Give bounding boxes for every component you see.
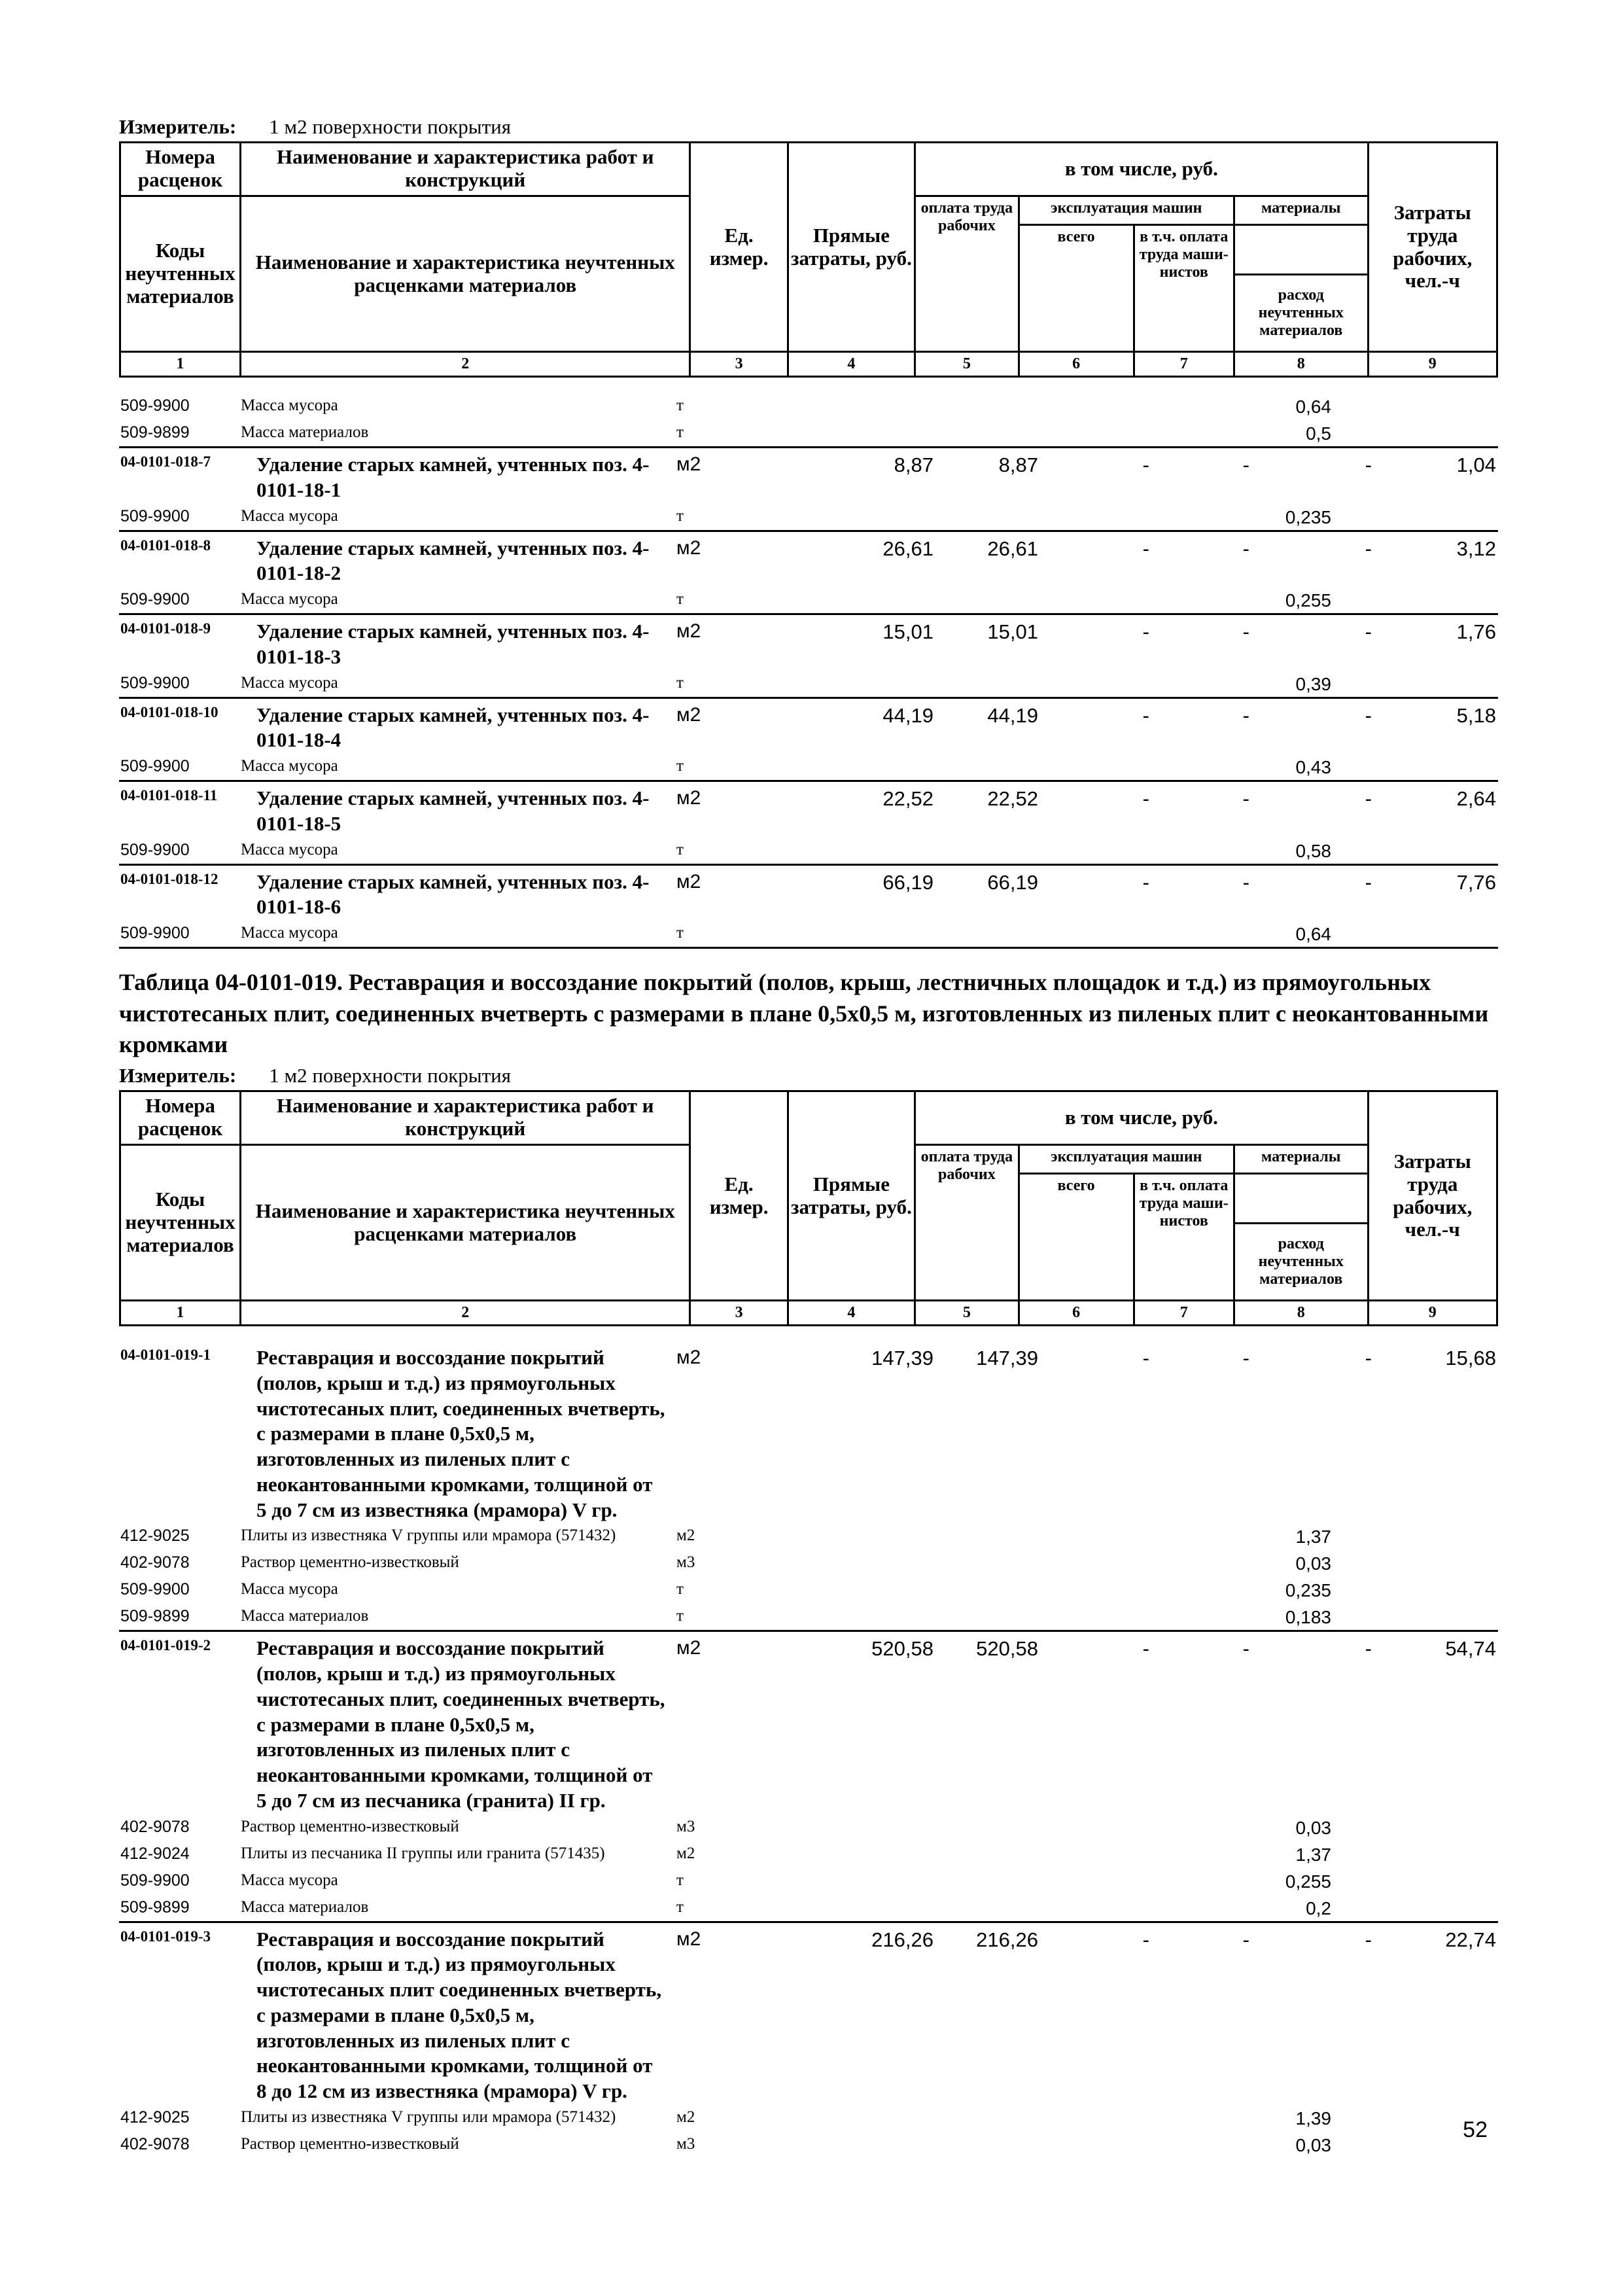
material-name: Плиты из известняка V группы или мрамора (571432) [241,2108,616,2126]
measure-value: 1 м2 поверхности покрытия [269,115,512,138]
material-consumption: 0,58 [1295,840,1331,861]
direct-costs: 8,87 [894,453,934,476]
material-code: 412-9024 [120,1844,190,1863]
material-row [119,393,1498,419]
rate-name: Удаление старых камней, учтенных поз. 4- 0101-18-2 [256,536,650,585]
labor-hours: 15,68 [1445,1347,1496,1369]
material-row [119,670,1498,699]
material-consumption: 0,64 [1295,924,1331,944]
rate-name: Удаление старых камней, учтенных поз. 4- 0101-18-1 [256,453,650,501]
operator-wages: - [1242,620,1249,643]
material-consumption: 0,235 [1285,1580,1331,1601]
rate-row [119,448,1498,503]
machine-costs: - [1142,1347,1149,1369]
material-row [119,503,1498,532]
material-row [119,1523,1498,1549]
hdr-machines: эксплуатация машин [1019,196,1234,225]
materials-cost: - [1365,787,1372,810]
material-row [119,419,1498,448]
hdr-work-name: Наименование и характеристика работ и конструкций [241,143,690,196]
machine-costs: - [1142,537,1149,560]
rate-code: 04-0101-019-2 [120,1637,211,1654]
worker-wages: 147,39 [976,1347,1038,1369]
rate-row [119,1923,1498,2104]
hdr-materials: материалы [1234,1145,1368,1174]
material-consumption: 0,255 [1285,1871,1331,1892]
material-unit: т [676,924,684,942]
col-num: 3 [690,352,788,377]
rate-code: 04-0101-018-9 [120,620,211,637]
materials-cost: - [1365,620,1372,643]
material-unit: т [676,673,684,692]
material-code: 509-9900 [120,1871,190,1890]
material-row [119,837,1498,866]
machine-costs: - [1142,1637,1149,1661]
rate-unit: м2 [676,1928,701,1950]
material-row [119,1841,1498,1867]
material-row [119,2104,1498,2131]
hdr-labor-costs: Затраты труда рабочих, чел.-ч [1368,143,1497,352]
col-num: 9 [1368,1301,1497,1326]
material-name: Масса мусора [241,1871,338,1889]
rate-row [119,615,1498,670]
col-num: 9 [1368,352,1497,377]
direct-costs: 44,19 [882,703,934,727]
material-unit: т [676,423,684,441]
material-consumption: 0,03 [1295,1553,1331,1574]
hdr-including: в том числе, руб. [915,143,1368,196]
material-name: Масса материалов [241,1607,369,1625]
measure-label: Измеритель: [119,1064,237,1087]
operator-wages: - [1242,870,1249,894]
hdr-work-name: Наименование и характеристика работ и конструкций [241,1091,690,1145]
material-unit: т [676,840,684,858]
worker-wages: 66,19 [987,870,1038,894]
material-consumption: 0,2 [1306,1898,1331,1918]
material-unit: м3 [676,1553,695,1572]
material-name: Масса мусора [241,757,338,775]
material-row [119,1814,1498,1841]
material-code: 509-9900 [120,397,190,415]
material-unit: м2 [676,1527,695,1545]
operator-wages: - [1242,703,1249,727]
material-consumption: 0,39 [1295,673,1331,694]
material-code: 509-9900 [120,590,190,609]
col-num: 5 [915,1301,1019,1326]
col-num: 8 [1234,1301,1368,1326]
material-consumption: 1,37 [1295,1527,1331,1547]
labor-hours: 5,18 [1456,703,1496,727]
material-unit: т [676,590,684,608]
worker-wages: 520,58 [976,1637,1038,1661]
col-num: 2 [241,1301,690,1326]
hdr-operator-wages: в т.ч. оплата труда маши-нистов [1134,1174,1234,1301]
material-code: 509-9900 [120,757,190,775]
material-code: 509-9900 [120,924,190,942]
material-code: 402-9078 [120,2134,190,2153]
direct-costs: 15,01 [882,620,934,643]
header-table-1 [119,141,1498,378]
hdr-total: всего [1019,1174,1134,1301]
hdr-unaccounted-materials: расход неучтенных материалов [1234,275,1368,352]
material-row [119,1576,1498,1603]
material-row [119,1549,1498,1576]
material-consumption: 0,5 [1306,423,1331,444]
material-row [119,920,1498,949]
materials-cost: - [1365,537,1372,560]
measure-line-1 [119,115,511,139]
rate-row [119,1341,1498,1523]
material-consumption: 0,03 [1295,2134,1331,2155]
hdr-materials-blank [1234,1174,1368,1224]
material-code: 402-9078 [120,1817,190,1836]
material-name: Масса мусора [241,924,338,942]
hdr-machines: эксплуатация машин [1019,1145,1234,1174]
worker-wages: 216,26 [976,1928,1038,1951]
material-name: Масса материалов [241,423,369,441]
hdr-wages: оплата труда рабочих [915,196,1019,352]
labor-hours: 1,04 [1456,453,1496,476]
material-unit: т [676,397,684,414]
page-number: 52 [1463,2117,1488,2142]
rate-unit: м2 [676,620,701,642]
material-row [119,1894,1498,1923]
hdr-codes: Коды неучтенных материалов [120,196,241,352]
material-code: 509-9900 [120,1580,190,1599]
labor-hours: 1,76 [1456,620,1496,643]
material-name: Масса мусора [241,590,338,608]
rate-row [119,866,1498,921]
material-unit: т [676,757,684,775]
rate-name: Реставрация и воссоздание покрытий (полов, крыш и т.д.) из прямоугольных чистотесаных плит, соединенных вчетверть, с размерами в плане 0,5х0,5 м, изготовленных из пиленых плит с неокантованными кромками, толщиной от 5 до 7 см из известняка (мрамора) V гр. [256,1346,665,1521]
labor-hours: 54,74 [1445,1637,1496,1661]
rate-name: Реставрация и воссоздание покрытий (полов, крыш и т.д.) из прямоугольных чистотесаных плит соединенных вчетверть, с размерами в плане 0,5х0,5 м, изготовленных из пиленых плит с неокантованными кромками, толщиной от 8 до 12 см из известняка (мрамора) V гр. [256,1927,662,2102]
rate-code: 04-0101-019-3 [120,1928,211,1945]
rate-name: Реставрация и воссоздание покрытий (полов, крыш и т.д.) из прямоугольных чистотесаных плит, соединенных вчетверть, с размерами в плане 0,5х0,5 м, изготовленных из пиленых плит с неокантованными кромками, толщиной от 5 до 7 см из песчаника (гранита) II гр. [256,1636,665,1812]
hdr-direct-costs: Прямые затраты, руб. [788,1091,915,1301]
material-unit: м3 [676,1817,695,1835]
material-code: 412-9025 [120,1527,190,1545]
hdr-unaccounted-materials: расход неучтенных материалов [1234,1224,1368,1301]
hdr-numbers: Номера расценок [120,1091,241,1145]
material-row [119,753,1498,782]
operator-wages: - [1242,453,1249,476]
hdr-unit: Ед. измер. [690,1091,788,1301]
operator-wages: - [1242,1928,1249,1951]
hdr-labor-costs: Затраты труда рабочих, чел.-ч [1368,1091,1497,1301]
material-row [119,2131,1498,2158]
operator-wages: - [1242,1637,1249,1661]
materials-cost: - [1365,453,1372,476]
direct-costs: 26,61 [882,537,934,560]
hdr-material-name: Наименование и характеристика неучтенных расценками материалов [241,1145,690,1301]
rate-row [119,699,1498,754]
material-code: 402-9078 [120,1553,190,1572]
machine-costs: - [1142,787,1149,810]
direct-costs: 66,19 [882,870,934,894]
machine-costs: - [1142,620,1149,643]
material-unit: т [676,506,684,525]
rate-unit: м2 [676,1637,701,1659]
material-name: Масса материалов [241,1898,369,1916]
material-row [119,1867,1498,1894]
machine-costs: - [1142,1928,1149,1951]
col-num: 7 [1134,1301,1234,1326]
hdr-wages: оплата труда рабочих [915,1145,1019,1301]
table-title: Таблица 04-0101-019. Реставрация и воссоздание покрытий (полов, крыш, лестничных площадок и т.д.) из прямоугольных чистотесаных плит, соединенных вчетверть с размерами в плане 0,5х0,5 м, изготовленных из пиленых плит с неокантованными кромками [119,969,1489,1058]
material-name: Плиты из известняка V группы или мрамора (571432) [241,1527,616,1545]
direct-costs: 520,58 [871,1637,934,1661]
rate-code: 04-0101-018-8 [120,537,211,554]
hdr-numbers: Номера расценок [120,143,241,196]
material-name: Плиты из песчаника II группы или гранита (571435) [241,1844,605,1862]
material-consumption: 0,235 [1285,506,1331,527]
material-code: 509-9899 [120,423,190,442]
rate-code: 04-0101-018-12 [120,870,218,887]
header-table-2 [119,1090,1498,1326]
operator-wages: - [1242,537,1249,560]
col-num: 1 [120,1301,241,1326]
worker-wages: 26,61 [987,537,1038,560]
material-consumption: 0,183 [1285,1607,1331,1628]
material-unit: м3 [676,2134,695,2153]
material-name: Раствор цементно-известковый [241,2134,459,2153]
material-consumption: 1,39 [1295,2108,1331,2128]
rate-code: 04-0101-019-1 [120,1347,211,1363]
material-name: Раствор цементно-известковый [241,1553,459,1572]
col-num: 6 [1019,1301,1134,1326]
material-code: 509-9900 [120,673,190,692]
rate-unit: м2 [676,870,701,892]
materials-cost: - [1365,870,1372,894]
material-code: 412-9025 [120,2108,190,2127]
material-unit: т [676,1871,684,1889]
hdr-unit: Ед. измер. [690,143,788,352]
measure-line-2 [119,1064,511,1087]
operator-wages: - [1242,787,1249,810]
col-num: 4 [788,352,915,377]
materials-cost: - [1365,1928,1372,1951]
rate-row [119,1632,1498,1813]
material-code: 509-9900 [120,840,190,859]
col-num: 7 [1134,352,1234,377]
col-num: 8 [1234,352,1368,377]
col-num: 2 [241,352,690,377]
material-unit: т [676,1580,684,1598]
rate-row [119,532,1498,587]
material-row [119,1603,1498,1632]
material-name: Масса мусора [241,1580,338,1598]
hdr-material-name: Наименование и характеристика неучтенных расценками материалов [241,196,690,352]
rate-unit: м2 [676,537,701,559]
rate-name: Удаление старых камней, учтенных поз. 4- 0101-18-5 [256,786,650,835]
machine-costs: - [1142,870,1149,894]
material-unit: т [676,1607,684,1625]
rate-code: 04-0101-018-7 [120,453,211,470]
material-code: 509-9899 [120,1898,190,1916]
col-num: 4 [788,1301,915,1326]
table-body-1 [119,393,1498,949]
col-num: 1 [120,352,241,377]
materials-cost: - [1365,1637,1372,1661]
col-num: 6 [1019,352,1134,377]
col-num: 3 [690,1301,788,1326]
material-code: 509-9899 [120,1607,190,1626]
material-consumption: 0,03 [1295,1817,1331,1838]
rate-unit: м2 [676,703,701,726]
material-unit: т [676,1898,684,1916]
material-name: Масса мусора [241,673,338,692]
direct-costs: 22,52 [882,787,934,810]
worker-wages: 8,87 [998,453,1038,476]
material-consumption: 0,255 [1285,590,1331,610]
rate-unit: м2 [676,1347,701,1368]
worker-wages: 44,19 [987,703,1038,727]
hdr-direct-costs: Прямые затраты, руб. [788,143,915,352]
materials-cost: - [1365,1347,1372,1369]
machine-costs: - [1142,453,1149,476]
rate-code: 04-0101-018-10 [120,703,218,720]
labor-hours: 3,12 [1456,537,1496,560]
labor-hours: 7,76 [1456,870,1496,894]
hdr-materials-blank [1234,225,1368,275]
table-body-2 [119,1341,1498,2158]
material-consumption: 0,64 [1295,397,1331,417]
operator-wages: - [1242,1347,1249,1369]
material-name: Масса мусора [241,506,338,525]
measure-value: 1 м2 поверхности покрытия [269,1064,512,1087]
direct-costs: 216,26 [871,1928,934,1951]
rate-name: Удаление старых камней, учтенных поз. 4- 0101-18-3 [256,620,650,668]
worker-wages: 22,52 [987,787,1038,810]
hdr-materials: материалы [1234,196,1368,225]
material-consumption: 1,37 [1295,1844,1331,1865]
machine-costs: - [1142,703,1149,727]
col-num: 5 [915,352,1019,377]
rate-unit: м2 [676,453,701,475]
material-unit: м2 [676,2108,695,2126]
material-name: Масса мусора [241,397,338,414]
material-name: Масса мусора [241,840,338,858]
measure-label: Измеритель: [119,115,237,138]
materials-cost: - [1365,703,1372,727]
rate-name: Удаление старых камней, учтенных поз. 4- 0101-18-4 [256,703,650,752]
labor-hours: 2,64 [1456,787,1496,810]
rate-name: Удаление старых камней, учтенных поз. 4- 0101-18-6 [256,870,650,919]
material-row [119,586,1498,615]
hdr-codes: Коды неучтенных материалов [120,1145,241,1301]
hdr-total: всего [1019,225,1134,352]
rate-row [119,782,1498,837]
direct-costs: 147,39 [871,1347,934,1369]
rate-code: 04-0101-018-11 [120,787,218,804]
labor-hours: 22,74 [1445,1928,1496,1951]
rate-unit: м2 [676,787,701,809]
material-unit: м2 [676,1844,695,1862]
material-code: 509-9900 [120,506,190,525]
material-consumption: 0,43 [1295,757,1331,777]
worker-wages: 15,01 [987,620,1038,643]
hdr-operator-wages: в т.ч. оплата труда маши-нистов [1134,225,1234,352]
hdr-including: в том числе, руб. [915,1091,1368,1145]
material-name: Раствор цементно-известковый [241,1817,459,1835]
